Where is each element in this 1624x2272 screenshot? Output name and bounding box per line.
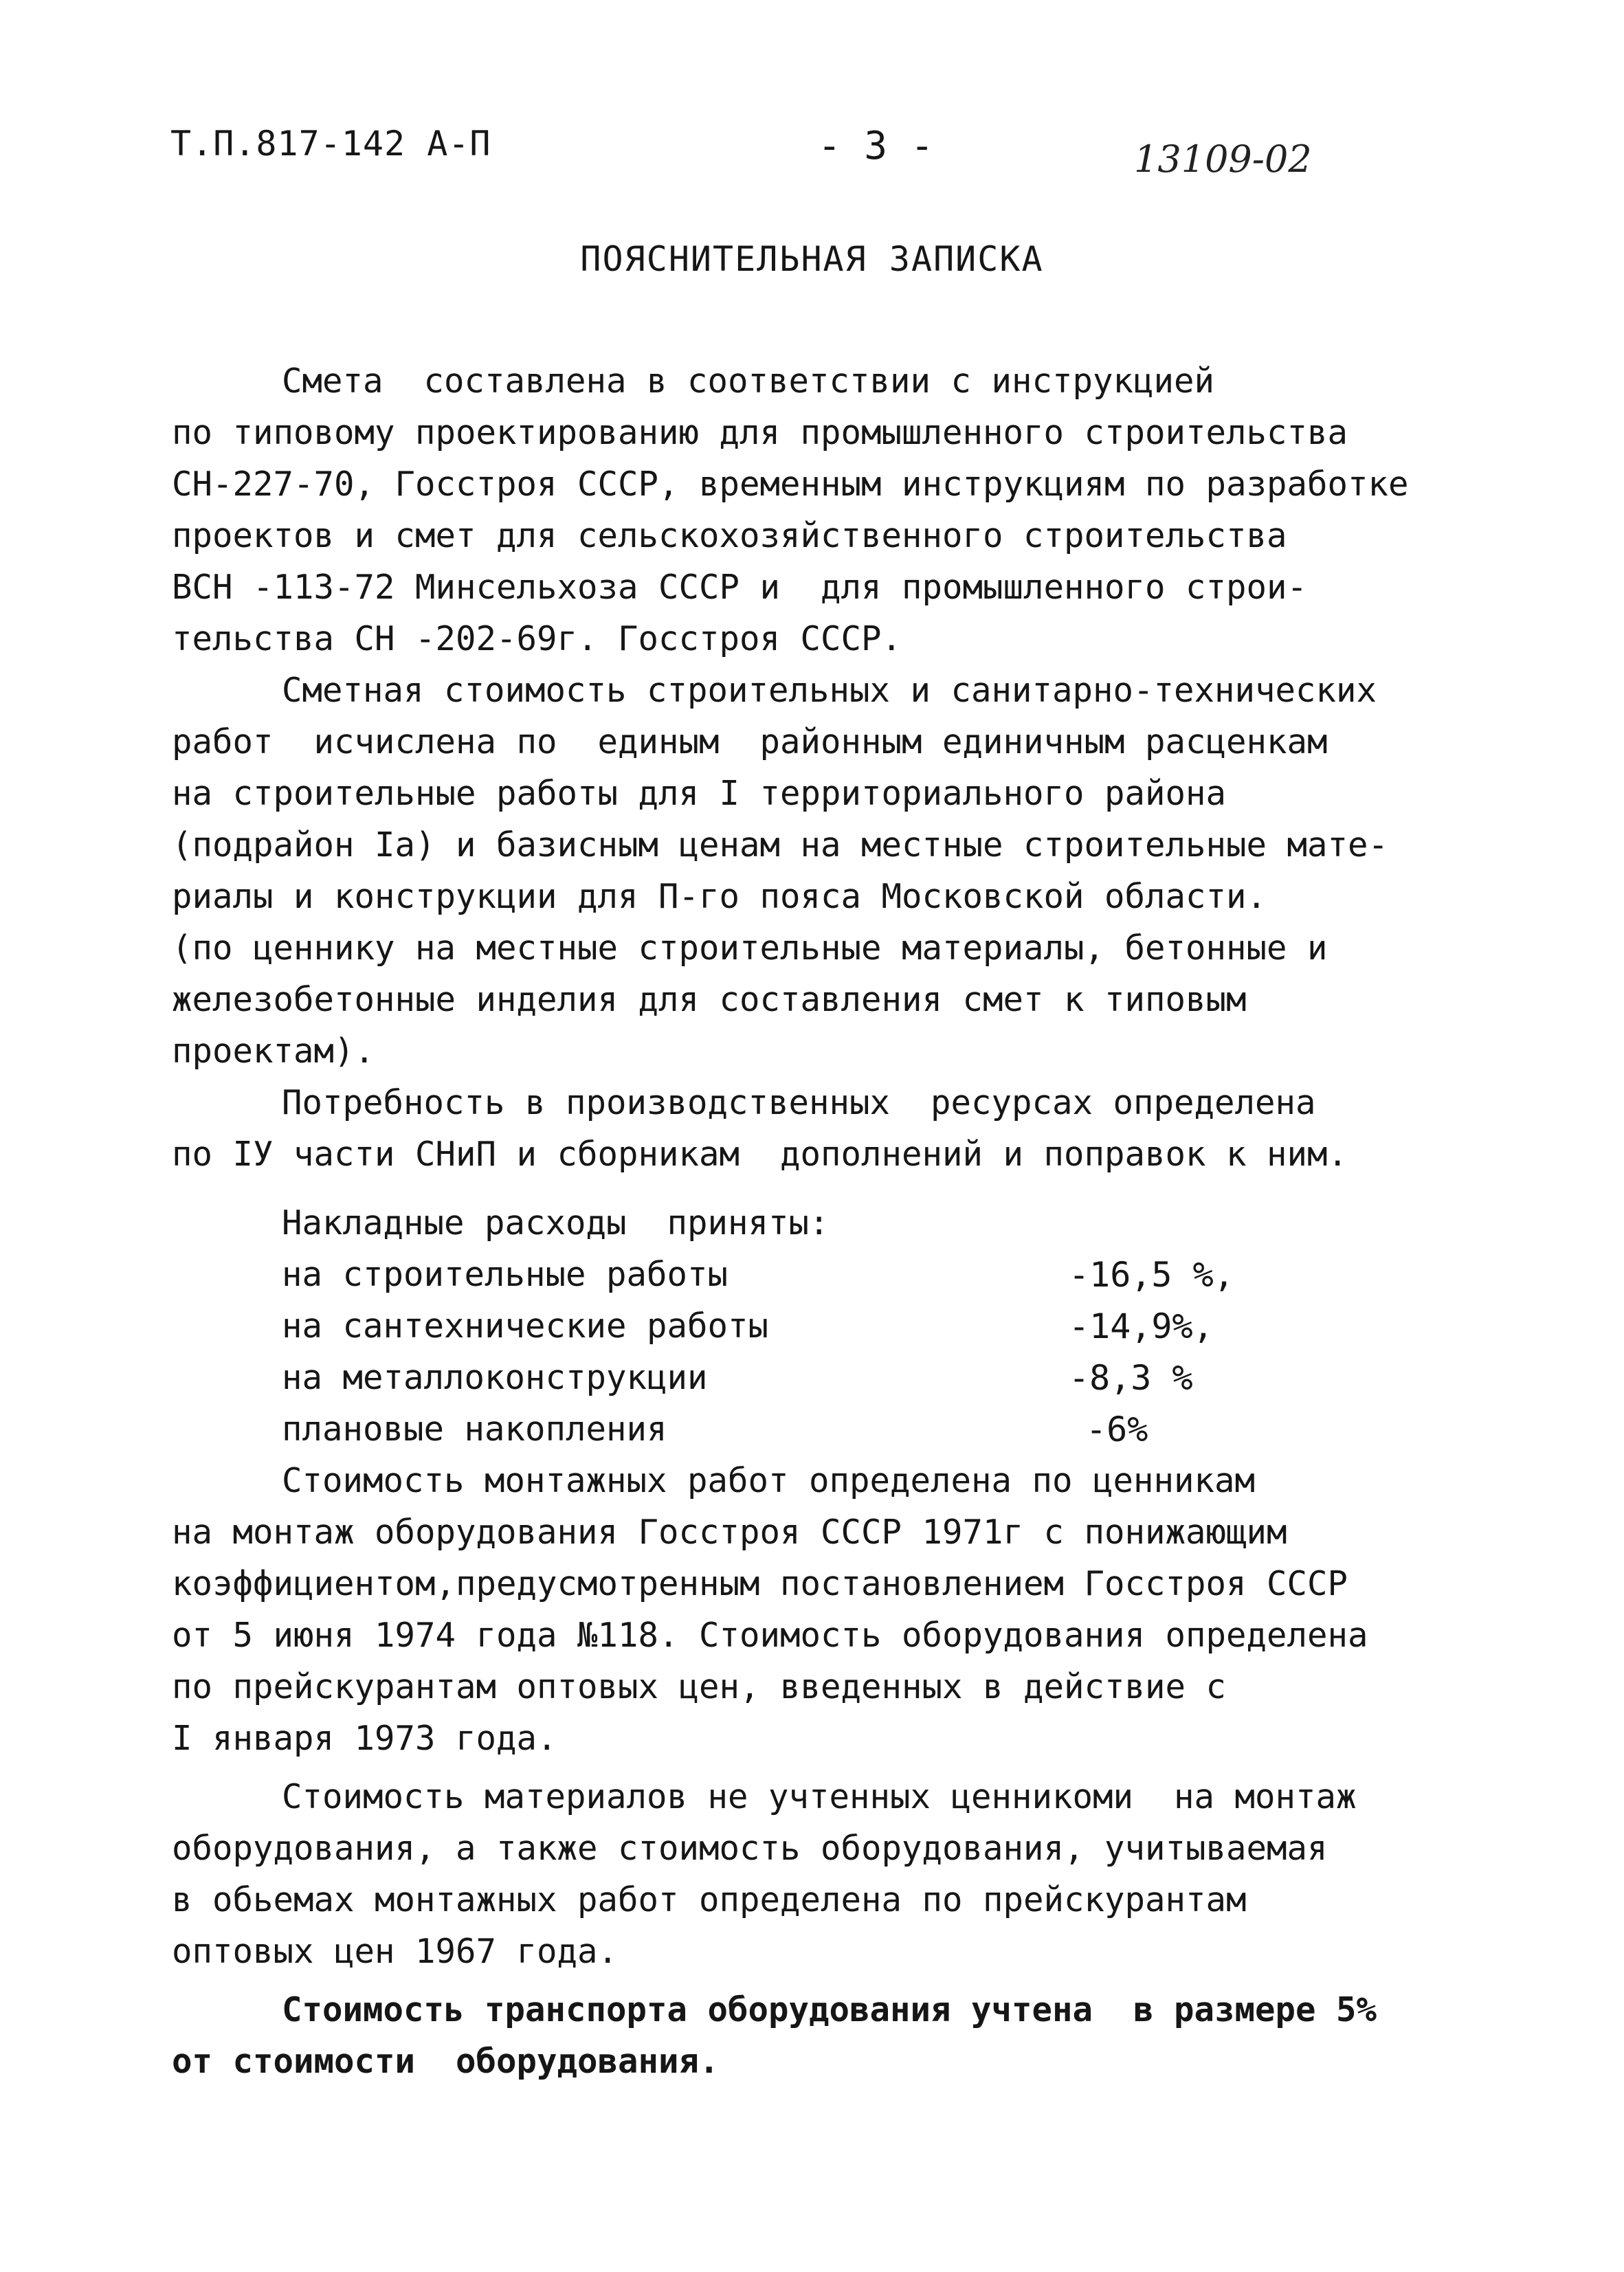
text-line: Стоимость монтажных работ определена по ценникам bbox=[282, 1461, 1256, 1500]
text-line: на монтаж оборудования Госстроя СССР 1971г с понижающим bbox=[172, 1513, 1287, 1552]
text-line: от стоимости оборудования. bbox=[172, 2042, 720, 2081]
overhead-item-label: плановые накопления bbox=[282, 1410, 667, 1449]
text-line: Смета составлена в соответствии с инструкцией bbox=[282, 361, 1215, 401]
document-title: ПОЯСНИТЕЛЬНАЯ ЗАПИСКА bbox=[580, 239, 1044, 279]
overhead-item-label: на сантехнические работы bbox=[282, 1306, 769, 1346]
text-line: по IУ части СНиП и сборникам дополнений и поправок к ним. bbox=[172, 1135, 1348, 1174]
text-line: по прейскурантам оптовых цен, введенных в действие с bbox=[172, 1667, 1227, 1706]
text-line: тельства СН -202-69г. Госстроя СССР. bbox=[172, 619, 902, 658]
page-number: - 3 - bbox=[818, 124, 934, 168]
text-line: в обьемах монтажных работ определена по прейскурантам bbox=[172, 1880, 1247, 1919]
text-line: Сметная стоимость строительных и санитарно-технических bbox=[282, 671, 1377, 710]
text-line: на строительные работы для I территориального района bbox=[172, 774, 1227, 813]
text-line: железобетонные инделия для составления смет к типовым bbox=[172, 980, 1247, 1019]
text-line: I января 1973 года. bbox=[172, 1719, 557, 1758]
text-line: проектам). bbox=[172, 1032, 375, 1071]
text-line: от 5 июня 1974 года №118. Стоимость оборудования определена bbox=[172, 1616, 1368, 1655]
text-line: СН-227-70, Госстроя СССР, временным инструкциям по разработке bbox=[172, 465, 1409, 504]
text-line: (подрайон Iа) и базисным ценам на местные строительные мате- bbox=[172, 825, 1389, 865]
text-line: коэффициентом,предусмотренным постановлением Госстроя СССР bbox=[172, 1564, 1348, 1603]
text-line: оптовых цен 1967 года. bbox=[172, 1932, 619, 1971]
overheads-heading: Накладные расходы приняты: bbox=[282, 1203, 830, 1243]
text-line: по типовому проектированию для промышленного строительства bbox=[172, 413, 1348, 452]
text-line: проектов и смет для сельскохозяйственного строительства bbox=[172, 516, 1287, 555]
overhead-item-value: -6% bbox=[1086, 1410, 1148, 1449]
text-line: Стоимость материалов не учтенных ценникоми на монтаж bbox=[282, 1777, 1357, 1816]
text-line: оборудования, а также стоимость оборудования, учитываемая bbox=[172, 1829, 1328, 1868]
overhead-item-label: на строительные работы bbox=[282, 1255, 728, 1294]
text-line: ВСН -113-72 Минсельхоза СССР и для промышленного строи- bbox=[172, 568, 1308, 607]
text-line: Потребность в производственных ресурсах определена bbox=[282, 1083, 1316, 1122]
text-line: (по ценнику на местные строительные материалы, бетонные и bbox=[172, 928, 1328, 968]
overhead-item-label: на металлоконструкции bbox=[282, 1358, 708, 1397]
overhead-item-value: -8,3 % bbox=[1069, 1358, 1193, 1398]
document-code: Т.П.817-142 А-П bbox=[170, 124, 491, 164]
overhead-item-value: -14,9%, bbox=[1069, 1306, 1214, 1346]
handwritten-document-number: 13109-02 bbox=[1134, 137, 1312, 181]
overhead-item-value: -16,5 %, bbox=[1069, 1255, 1234, 1295]
text-line: работ исчислена по единым районным единичным расценкам bbox=[172, 722, 1328, 761]
text-line: риалы и конструкции для П-го пояса Московской области. bbox=[172, 877, 1267, 916]
text-line: Стоимость транспорта оборудования учтена в размере 5% bbox=[282, 1990, 1377, 2029]
